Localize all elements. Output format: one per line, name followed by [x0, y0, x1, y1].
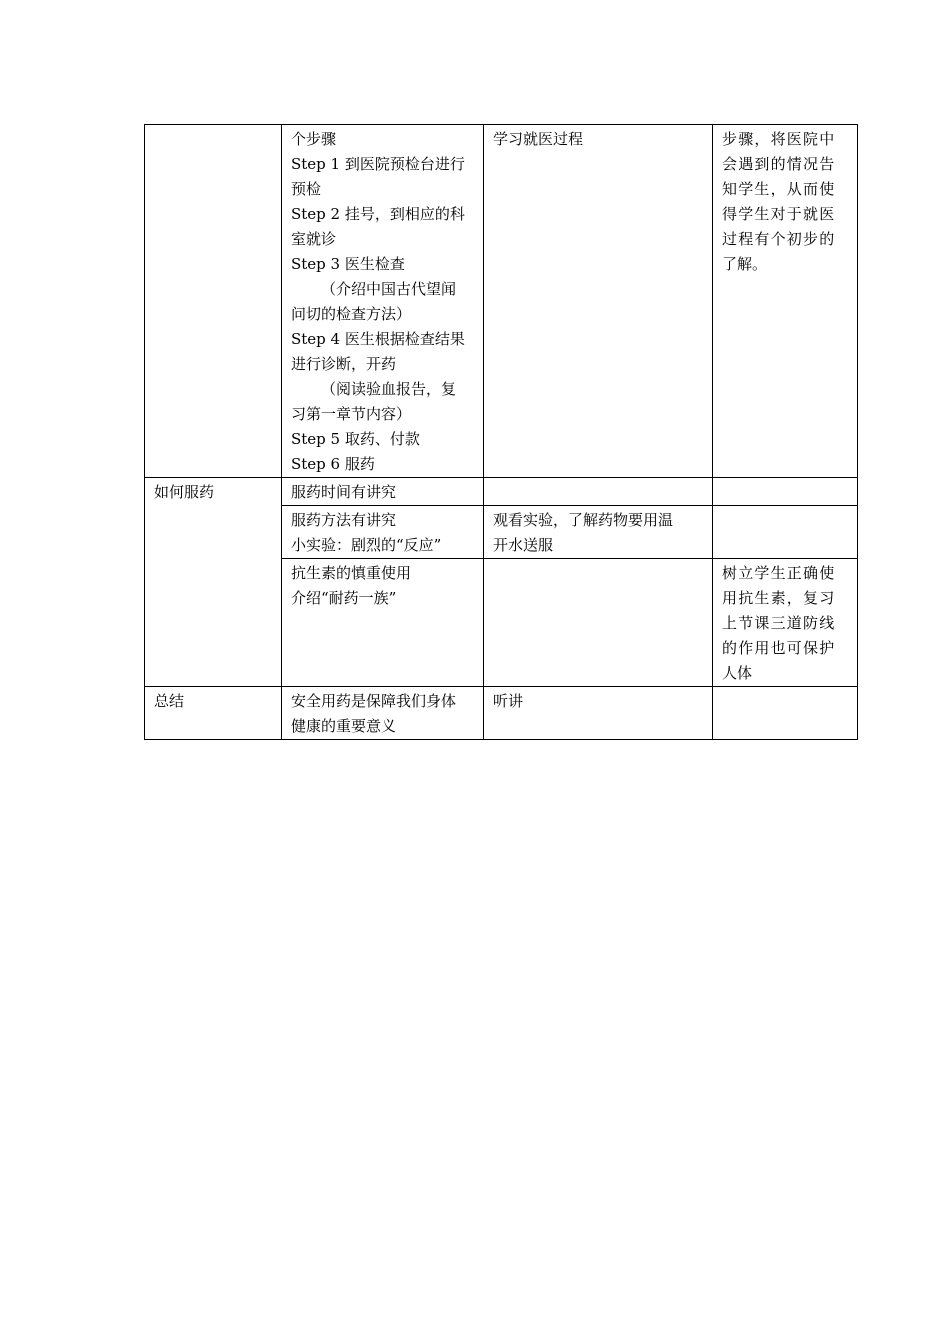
- section-cell-empty: [145, 125, 282, 478]
- content-line: Step 1 到医院预检台进行: [291, 155, 465, 173]
- intent-line: 人体: [722, 664, 753, 682]
- content-line: 习第一章节内容）: [291, 405, 412, 423]
- intent-line: 得学生对于就医: [722, 205, 836, 223]
- table-row: [145, 478, 858, 506]
- section-title: 总结: [154, 692, 185, 710]
- content-line: 健康的重要意义: [291, 717, 397, 735]
- activity-line: 观看实验，了解药物要用温: [493, 511, 674, 529]
- content-line: 服药时间有讲究: [291, 483, 397, 501]
- activity-line: 听讲: [493, 692, 524, 710]
- intent-line: 了解。: [722, 255, 768, 273]
- content-line: Step 5 取药、付款: [291, 430, 420, 448]
- table-row: [145, 687, 858, 740]
- activity-cell: [484, 506, 713, 559]
- activity-cell: [484, 687, 713, 740]
- intent-line: 上节课三道防线: [722, 614, 836, 632]
- section-cell-summary: [145, 687, 282, 740]
- intent-cell-empty: [713, 687, 858, 740]
- section-cell-how-to-take-medicine: [145, 478, 282, 687]
- content-cell: [282, 687, 484, 740]
- content-line: 室就诊: [291, 230, 337, 248]
- table-row: [145, 125, 858, 478]
- intent-line: 会遇到的情况告: [722, 155, 836, 173]
- content-line: 抗生素的慎重使用: [291, 564, 412, 582]
- content-cell: [282, 506, 484, 559]
- activity-cell-empty: [484, 478, 713, 506]
- intent-line: 知学生，从而使: [722, 180, 836, 198]
- lesson-plan-table: [144, 124, 858, 740]
- content-line: Step 6 服药: [291, 455, 375, 473]
- content-line: 问切的检查方法）: [291, 305, 412, 323]
- section-title: 如何服药: [154, 483, 215, 501]
- content-line: Step 2 挂号，到相应的科: [291, 205, 465, 223]
- intent-line: 用抗生素，复习: [722, 589, 836, 607]
- activity-line: 开水送服: [493, 536, 554, 554]
- intent-line: 树立学生正确使: [722, 564, 836, 582]
- activity-line: 学习就医过程: [493, 130, 584, 148]
- content-line: （阅读验血报告，复: [321, 380, 457, 398]
- content-line: Step 4 医生根据检查结果: [291, 330, 465, 348]
- content-line: 预检: [291, 180, 322, 198]
- intent-line: 过程有个初步的: [722, 230, 836, 248]
- content-line: 安全用药是保障我们身体: [291, 692, 457, 710]
- content-line: 服药方法有讲究: [291, 511, 397, 529]
- content-cell: [282, 559, 484, 687]
- content-line: 小实验：剧烈的“反应”: [291, 536, 442, 554]
- content-line: 介绍“耐药一族”: [291, 589, 397, 607]
- intent-line: 的作用也可保护: [722, 639, 836, 657]
- intent-cell-empty: [713, 506, 858, 559]
- intent-cell: [713, 125, 858, 478]
- content-cell: [282, 478, 484, 506]
- content-line: 进行诊断，开药: [291, 355, 397, 373]
- content-line: Step 3 医生检查: [291, 255, 405, 273]
- activity-cell: [484, 125, 713, 478]
- activity-cell-empty: [484, 559, 713, 687]
- intent-cell-empty: [713, 478, 858, 506]
- intent-cell: [713, 559, 858, 687]
- intent-line: 步骤，将医院中: [722, 130, 836, 148]
- content-line: 个步骤: [291, 130, 337, 148]
- content-line: （介绍中国古代望闻: [321, 280, 457, 298]
- content-cell-hospital-steps: [282, 125, 484, 478]
